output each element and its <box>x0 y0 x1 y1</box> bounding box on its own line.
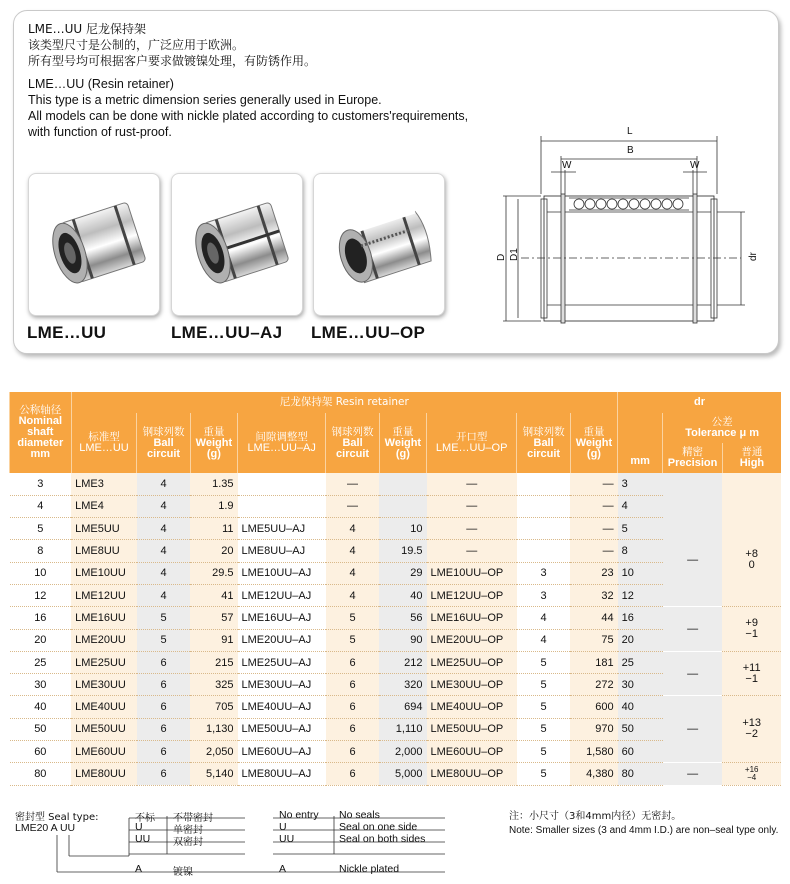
weight-cell: — <box>570 495 617 517</box>
ball-circuit-cell: 4 <box>137 518 190 540</box>
header-weight-3: 重量 Weight (g) <box>570 413 617 473</box>
tolerance-lower: −1 <box>745 672 758 685</box>
dr-mm-cell: 8 <box>618 540 663 562</box>
standard-model-cell: LME3 <box>71 473 137 495</box>
weight-cell: — <box>570 518 617 540</box>
standard-model-cell: LME40UU <box>71 696 137 718</box>
op-model-cell: LME16UU–OP <box>427 607 517 629</box>
shaft-cell: 16 <box>10 607 72 629</box>
tolerance-upper: +11 <box>742 661 761 674</box>
weight-cell: 1,580 <box>570 741 617 763</box>
op-model-cell: LME50UU–OP <box>427 718 517 740</box>
shaft-cell: 5 <box>10 518 72 540</box>
spec-table <box>9 392 781 786</box>
weight-cell: 181 <box>570 651 617 673</box>
shaft-cell: 60 <box>10 741 72 763</box>
op-model-cell: LME12UU–OP <box>427 584 517 606</box>
ball-circuit-cell <box>517 540 570 562</box>
weight-cell: 56 <box>379 607 426 629</box>
ball-circuit-cell: 5 <box>326 607 379 629</box>
tolerance-upper: +13 <box>742 717 762 730</box>
op-model-cell: LME30UU–OP <box>427 674 517 696</box>
tolerance-lower: 0 <box>748 558 755 571</box>
ball-circuit-cell: 6 <box>137 696 190 718</box>
model-label-uu-op: LME…UU–OP <box>311 323 426 342</box>
seal-title: 密封型 Seal type: <box>15 812 99 823</box>
weight-cell: 1.9 <box>190 495 237 517</box>
precision-tolerance-cell: — <box>663 763 723 785</box>
ball-circuit-cell: 6 <box>137 718 190 740</box>
ball-circuit-cell: 6 <box>326 741 379 763</box>
tolerance-lower: −1 <box>745 628 758 641</box>
weight-cell: 4,380 <box>570 763 617 785</box>
standard-model-cell: LME10UU <box>71 562 137 584</box>
ball-circuit-cell: 3 <box>517 584 570 606</box>
ball-circuit-cell: 5 <box>517 741 570 763</box>
header-precision: 精密 Precision <box>663 443 723 473</box>
weight-cell: 11 <box>190 518 237 540</box>
op-model-cell: — <box>427 495 517 517</box>
aj-model-cell: LME60UU–AJ <box>238 741 326 763</box>
product-photo-uu-op <box>313 173 445 316</box>
aj-model-cell: LME40UU–AJ <box>238 696 326 718</box>
dim-W-left-label: W <box>562 160 572 171</box>
aj-model-cell: LME30UU–AJ <box>238 674 326 696</box>
standard-model-cell: LME30UU <box>71 674 137 696</box>
weight-cell: 90 <box>379 629 426 651</box>
ball-circuit-cell: 5 <box>517 674 570 696</box>
ball-circuit-cell: 4 <box>517 629 570 651</box>
shaft-cell: 4 <box>10 495 72 517</box>
ball-circuit-cell: 4 <box>137 473 190 495</box>
header-standard-type: 标准型 LME…UU <box>71 413 137 473</box>
ball-circuit-cell: 6 <box>137 741 190 763</box>
aj-model-cell: LME50UU–AJ <box>238 718 326 740</box>
aj-model-cell <box>238 473 326 495</box>
precision-tolerance-cell: — <box>663 607 723 652</box>
weight-cell: 2,000 <box>379 741 426 763</box>
weight-cell <box>379 495 426 517</box>
shaft-cell: 25 <box>10 651 72 673</box>
ball-circuit-cell <box>517 495 570 517</box>
weight-cell: 41 <box>190 584 237 606</box>
seal-desc-cn: 镀镍 <box>173 867 193 878</box>
weight-cell: 970 <box>570 718 617 740</box>
op-model-cell: — <box>427 540 517 562</box>
weight-cell <box>379 473 426 495</box>
op-model-cell: LME10UU–OP <box>427 562 517 584</box>
header-dr: dr <box>618 392 781 413</box>
ball-circuit-cell: 4 <box>326 540 379 562</box>
table-row <box>10 651 782 673</box>
dr-mm-cell: 25 <box>618 651 663 673</box>
table-row <box>10 607 782 629</box>
ball-circuit-cell: 5 <box>326 629 379 651</box>
precision-tolerance-cell: — <box>663 473 723 607</box>
ball-circuit-cell: 5 <box>517 718 570 740</box>
seal-code-en: UU <box>279 833 295 845</box>
seal-desc-cn: 单密封 <box>173 825 203 836</box>
op-model-cell: LME60UU–OP <box>427 741 517 763</box>
dr-mm-cell: 12 <box>618 584 663 606</box>
header-resin-retainer: 尼龙保持架 Resin retainer <box>71 392 617 413</box>
shaft-cell: 8 <box>10 540 72 562</box>
weight-cell: 325 <box>190 674 237 696</box>
ball-circuit-cell <box>517 518 570 540</box>
dr-mm-cell: 5 <box>618 518 663 540</box>
dim-dr-label: dr <box>748 252 759 261</box>
seal-desc-en: No seals <box>339 809 380 821</box>
dr-mm-cell: 40 <box>618 696 663 718</box>
model-label-uu: LME…UU <box>27 323 107 342</box>
ball-circuit-cell: 6 <box>326 651 379 673</box>
high-tolerance-cell <box>722 651 781 696</box>
dr-mm-cell: 10 <box>618 562 663 584</box>
seal-code-cn: 不标 <box>135 813 155 824</box>
high-tolerance-cell <box>722 473 781 607</box>
header-weight-2: 重量 Weight (g) <box>379 413 426 473</box>
ball-circuit-cell: 5 <box>137 607 190 629</box>
intro-cn-line1: 该类型尺寸是公制的，广泛应用于欧洲。 <box>28 38 245 52</box>
precision-tolerance-cell: — <box>663 696 723 763</box>
shaft-cell: 20 <box>10 629 72 651</box>
weight-cell: 23 <box>570 562 617 584</box>
weight-cell: 5,140 <box>190 763 237 785</box>
product-intro-panel <box>13 10 779 354</box>
weight-cell: 2,050 <box>190 741 237 763</box>
model-label-uu-aj: LME…UU–AJ <box>171 323 283 342</box>
seal-desc-en: Seal on one side <box>339 821 418 833</box>
note-cn: 注：小尺寸（3和4mm内径）无密封。 <box>509 811 682 822</box>
aj-model-cell: LME25UU–AJ <box>238 651 326 673</box>
standard-model-cell: LME50UU <box>71 718 137 740</box>
weight-cell: 40 <box>379 584 426 606</box>
seal-code-en: U <box>279 821 287 833</box>
header-high: 普通 High <box>722 443 781 473</box>
seal-desc-cn: 不带密封 <box>173 813 213 824</box>
tolerance-upper: +9 <box>745 617 758 630</box>
seal-code-en: No entry <box>279 809 319 821</box>
weight-cell: 91 <box>190 629 237 651</box>
weight-cell: 215 <box>190 651 237 673</box>
standard-model-cell: LME16UU <box>71 607 137 629</box>
note-en: Note: Smaller sizes (3 and 4mm I.D.) are non–seal type only. <box>509 825 779 836</box>
ball-circuit-cell: 6 <box>137 651 190 673</box>
header-tolerance: 公差 Tolerance μ m <box>663 413 781 443</box>
weight-cell: 694 <box>379 696 426 718</box>
product-photo-uu <box>28 173 160 316</box>
aj-model-cell <box>238 495 326 517</box>
seal-code-en: A <box>279 863 287 875</box>
aj-model-cell: LME10UU–AJ <box>238 562 326 584</box>
ball-circuit-cell: 4 <box>326 518 379 540</box>
shaft-cell: 50 <box>10 718 72 740</box>
seal-note <box>509 810 778 838</box>
dr-mm-cell: 50 <box>618 718 663 740</box>
high-tolerance-cell <box>722 607 781 652</box>
header-ball-circuit-3: 钢球列数 Ball circuit <box>517 413 570 473</box>
ball-circuit-cell: 5 <box>137 629 190 651</box>
weight-cell: 1,130 <box>190 718 237 740</box>
high-tolerance-cell <box>722 763 781 785</box>
aj-model-cell: LME8UU–AJ <box>238 540 326 562</box>
header-op-type: 开口型 LME…UU–OP <box>427 413 517 473</box>
weight-cell: 29 <box>379 562 426 584</box>
ball-circuit-cell: — <box>326 495 379 517</box>
ball-circuit-cell: 6 <box>137 674 190 696</box>
high-tolerance-cell <box>722 696 781 763</box>
precision-tolerance-cell: — <box>663 651 723 696</box>
standard-model-cell: LME12UU <box>71 584 137 606</box>
dim-W-right-label: W <box>690 160 700 171</box>
product-photo-uu-aj <box>171 173 303 316</box>
intro-cn-title: LME…UU 尼龙保持架 <box>28 22 147 36</box>
standard-model-cell: LME60UU <box>71 741 137 763</box>
ball-circuit-cell: 5 <box>517 763 570 785</box>
dr-mm-cell: 4 <box>618 495 663 517</box>
aj-model-cell: LME12UU–AJ <box>238 584 326 606</box>
op-model-cell: LME80UU–OP <box>427 763 517 785</box>
seal-code-cn: A <box>135 863 143 875</box>
dim-D-label: D <box>496 253 507 261</box>
weight-cell: 20 <box>190 540 237 562</box>
dim-L-label: L <box>627 126 633 137</box>
weight-cell: 705 <box>190 696 237 718</box>
intro-en-title: LME…UU (Resin retainer) <box>28 77 174 91</box>
dim-D1-label: D1 <box>509 248 520 261</box>
ball-circuit-cell: 4 <box>137 562 190 584</box>
ball-circuit-cell: — <box>326 473 379 495</box>
seal-desc-en: Seal on both sides <box>339 833 426 845</box>
header-ball-circuit-2: 钢球列数 Ball circuit <box>326 413 379 473</box>
seal-code-cn: U <box>135 821 143 833</box>
seal-desc-cn: 双密封 <box>173 837 203 848</box>
weight-cell: — <box>570 540 617 562</box>
ball-circuit-cell: 6 <box>326 718 379 740</box>
weight-cell: 1.35 <box>190 473 237 495</box>
weight-cell: 320 <box>379 674 426 696</box>
op-model-cell: LME25UU–OP <box>427 651 517 673</box>
dr-mm-cell: 16 <box>618 607 663 629</box>
ball-circuit-cell: 4 <box>137 584 190 606</box>
seal-code-cn: UU <box>135 833 151 845</box>
aj-model-cell: LME16UU–AJ <box>238 607 326 629</box>
op-model-cell: LME20UU–OP <box>427 629 517 651</box>
shaft-cell: 3 <box>10 473 72 495</box>
shaft-cell: 30 <box>10 674 72 696</box>
ball-circuit-cell: 4 <box>137 540 190 562</box>
aj-model-cell: LME80UU–AJ <box>238 763 326 785</box>
tolerance-upper: +16 <box>744 765 759 774</box>
intro-en-line1: This type is a metric dimension series generally used in Europe. <box>28 93 382 107</box>
standard-model-cell: LME8UU <box>71 540 137 562</box>
intro-text <box>28 21 468 140</box>
dr-mm-cell: 30 <box>618 674 663 696</box>
ball-circuit-cell: 4 <box>326 562 379 584</box>
dr-mm-cell: 80 <box>618 763 663 785</box>
standard-model-cell: LME80UU <box>71 763 137 785</box>
weight-cell: 19.5 <box>379 540 426 562</box>
header-nominal-shaft: 公称轴径 Nominal shaft diameter mm <box>10 392 72 473</box>
dr-mm-cell: 3 <box>618 473 663 495</box>
ball-circuit-cell: 6 <box>326 674 379 696</box>
seal-desc-en: Nickle plated <box>339 863 400 875</box>
shaft-cell: 12 <box>10 584 72 606</box>
standard-model-cell: LME20UU <box>71 629 137 651</box>
table-row <box>10 763 782 785</box>
weight-cell: 212 <box>379 651 426 673</box>
dr-mm-cell: 60 <box>618 741 663 763</box>
weight-cell: 57 <box>190 607 237 629</box>
op-model-cell: — <box>427 518 517 540</box>
weight-cell: 75 <box>570 629 617 651</box>
header-aj-type: 间隙调整型 LME…UU–AJ <box>238 413 326 473</box>
weight-cell: 29.5 <box>190 562 237 584</box>
weight-cell: 272 <box>570 674 617 696</box>
standard-model-cell: LME25UU <box>71 651 137 673</box>
dim-B-label: B <box>627 145 634 156</box>
header-mm: mm <box>618 413 663 473</box>
shaft-cell: 40 <box>10 696 72 718</box>
seal-code: LME20 A UU <box>15 822 76 834</box>
dr-mm-cell: 20 <box>618 629 663 651</box>
weight-cell: 5,000 <box>379 763 426 785</box>
tolerance-lower: −2 <box>745 728 758 741</box>
ball-circuit-cell: 6 <box>326 696 379 718</box>
weight-cell: 44 <box>570 607 617 629</box>
ball-circuit-cell: 5 <box>517 696 570 718</box>
bearing-dimension-drawing <box>461 106 761 336</box>
tolerance-upper: +8 <box>745 547 758 560</box>
intro-en-line3: with function of rust-proof. <box>28 125 172 139</box>
op-model-cell: LME40UU–OP <box>427 696 517 718</box>
aj-model-cell: LME20UU–AJ <box>238 629 326 651</box>
ball-circuit-cell: 4 <box>326 584 379 606</box>
weight-cell: 600 <box>570 696 617 718</box>
ball-circuit-cell: 4 <box>137 495 190 517</box>
weight-cell: 32 <box>570 584 617 606</box>
table-row <box>10 696 782 718</box>
seal-type-legend <box>9 808 449 882</box>
standard-model-cell: LME4 <box>71 495 137 517</box>
shaft-cell: 80 <box>10 763 72 785</box>
ball-circuit-cell: 3 <box>517 562 570 584</box>
shaft-cell: 10 <box>10 562 72 584</box>
header-weight-1: 重量 Weight (g) <box>190 413 237 473</box>
ball-circuit-cell: 6 <box>137 763 190 785</box>
aj-model-cell: LME5UU–AJ <box>238 518 326 540</box>
weight-cell: — <box>570 473 617 495</box>
intro-cn-line2: 所有型号均可根据客户要求做镀镍处理，有防锈作用。 <box>28 54 317 68</box>
ball-circuit-cell: 5 <box>517 651 570 673</box>
tolerance-lower: −4 <box>747 773 757 782</box>
ball-circuit-cell: 6 <box>326 763 379 785</box>
header-ball-circuit-1: 钢球列数 Ball circuit <box>137 413 190 473</box>
intro-en-line2: All models can be done with nickle plated according to customers'requirements, <box>28 109 469 123</box>
op-model-cell: — <box>427 473 517 495</box>
weight-cell: 10 <box>379 518 426 540</box>
ball-circuit-cell: 4 <box>517 607 570 629</box>
weight-cell: 1,110 <box>379 718 426 740</box>
standard-model-cell: LME5UU <box>71 518 137 540</box>
spec-table-body <box>10 473 782 785</box>
ball-circuit-cell <box>517 473 570 495</box>
table-row <box>10 473 782 495</box>
